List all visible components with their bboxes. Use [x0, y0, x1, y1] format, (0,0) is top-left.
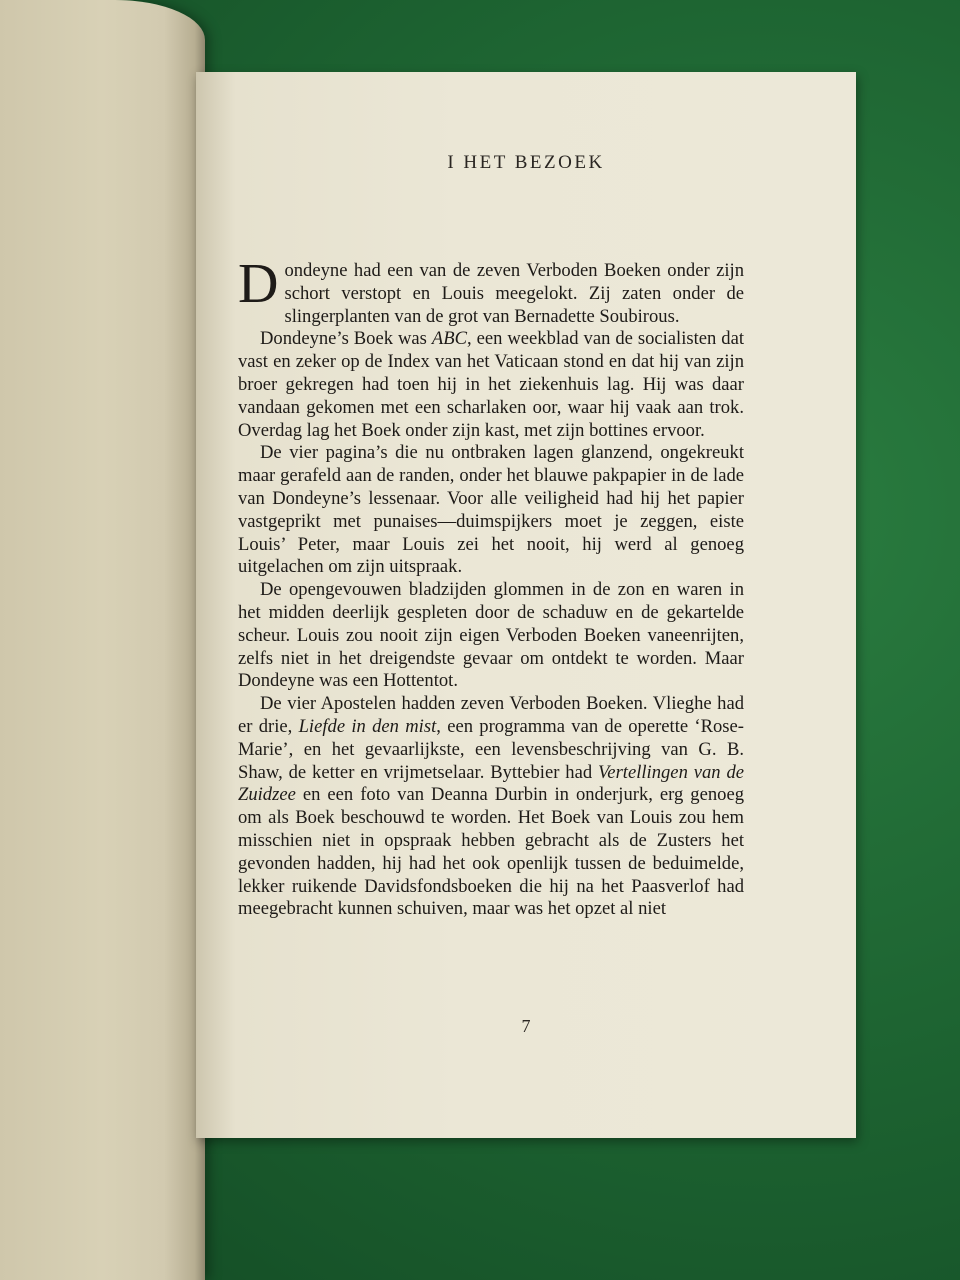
paragraph-2	[238, 328, 744, 442]
text-segment: De opengevouwen bladzijden glommen in de zon en waren in het midden deerlijk gespleten door de schaduw en de gekartelde scheur. Louis zou nooit zijn eigen Verboden Boeken vaneenrijten, zelfs niet in het dreigendste gevaar om ontdekt te worden. Maar Dondeyne was een Hottentot.	[238, 579, 744, 692]
paragraph-1	[238, 253, 744, 328]
italic-title: ABC	[431, 328, 467, 350]
book-page	[196, 72, 856, 1138]
chapter-title: I HET BEZOEK	[447, 152, 605, 173]
italic-title: Vertellingen van de Zuidzee	[238, 761, 745, 806]
drop-cap: D	[238, 253, 279, 315]
text-segment: De vier Apostelen hadden zeven Verboden Boeken. Vlieghe had er drie,	[238, 693, 744, 737]
text-segment: De vier pagina’s die nu ontbraken lagen glanzend, ongekreukt maar gerafeld aan de randen, onder het blauwe pakpapier in de lade van Dondeyne’s lessenaar. Voor alle veiligheid had hij het papier vastgeprikt met punaises—duimspijkers moet je zeggen, eiste Louis’ Peter, maar Louis zei het nooit, hij werd al genoeg uitgelachen om zijn uitspraak.	[238, 442, 744, 578]
text-segment: , een weekblad van de socialisten dat vast en zeker op de Index van het Vaticaan stond en dat hij van zijn broer gekregen had toen hij in het ziekenhuis lag. Hij was daar vandaan gekomen met een scharlaken oor, waar hij vaak aan trok. Overdag lag het Boek onder zijn kast, met zijn bottines ervoor.	[238, 328, 745, 441]
body-text	[238, 253, 745, 921]
paragraph-3	[238, 442, 744, 579]
text-segment: , een programma van de operette ‘Rose-Marie’, en het gevaarlijkste, een levensbeschrijving van G. B. Shaw, de ketter en vrijmetselaar. Byttebier had	[238, 715, 744, 783]
text-segment: Dondeyne’s Boek was	[260, 328, 432, 350]
paragraph-5	[238, 693, 744, 921]
paragraph-1-text: ondeyne had een van de zeven Verboden Boeken onder zijn schort verstopt en Louis meegelokt. Zij zaten onder de slingerplanten van de grot van Bernadette Soubirous.	[284, 260, 744, 327]
paragraph-4	[238, 579, 744, 693]
text-segment: en een foto van Deanna Durbin in onderjurk, erg genoeg om als Boek beschouwd te worden. Het Boek van Louis zou hem misschien niet in opspraak hebben gebracht als de Zusters het gevonden hadden, hij had het ook openlijk tussen de beduimelde, lekker ruikende Davidsfondsboeken die hij na het Paasverlof had meegebracht kunnen schuiven, maar was het opzet al niet	[238, 784, 744, 920]
italic-title: Liefde in den mist	[298, 715, 437, 737]
page-number: 7	[521, 1016, 531, 1036]
left-page-curl	[0, 0, 205, 1280]
